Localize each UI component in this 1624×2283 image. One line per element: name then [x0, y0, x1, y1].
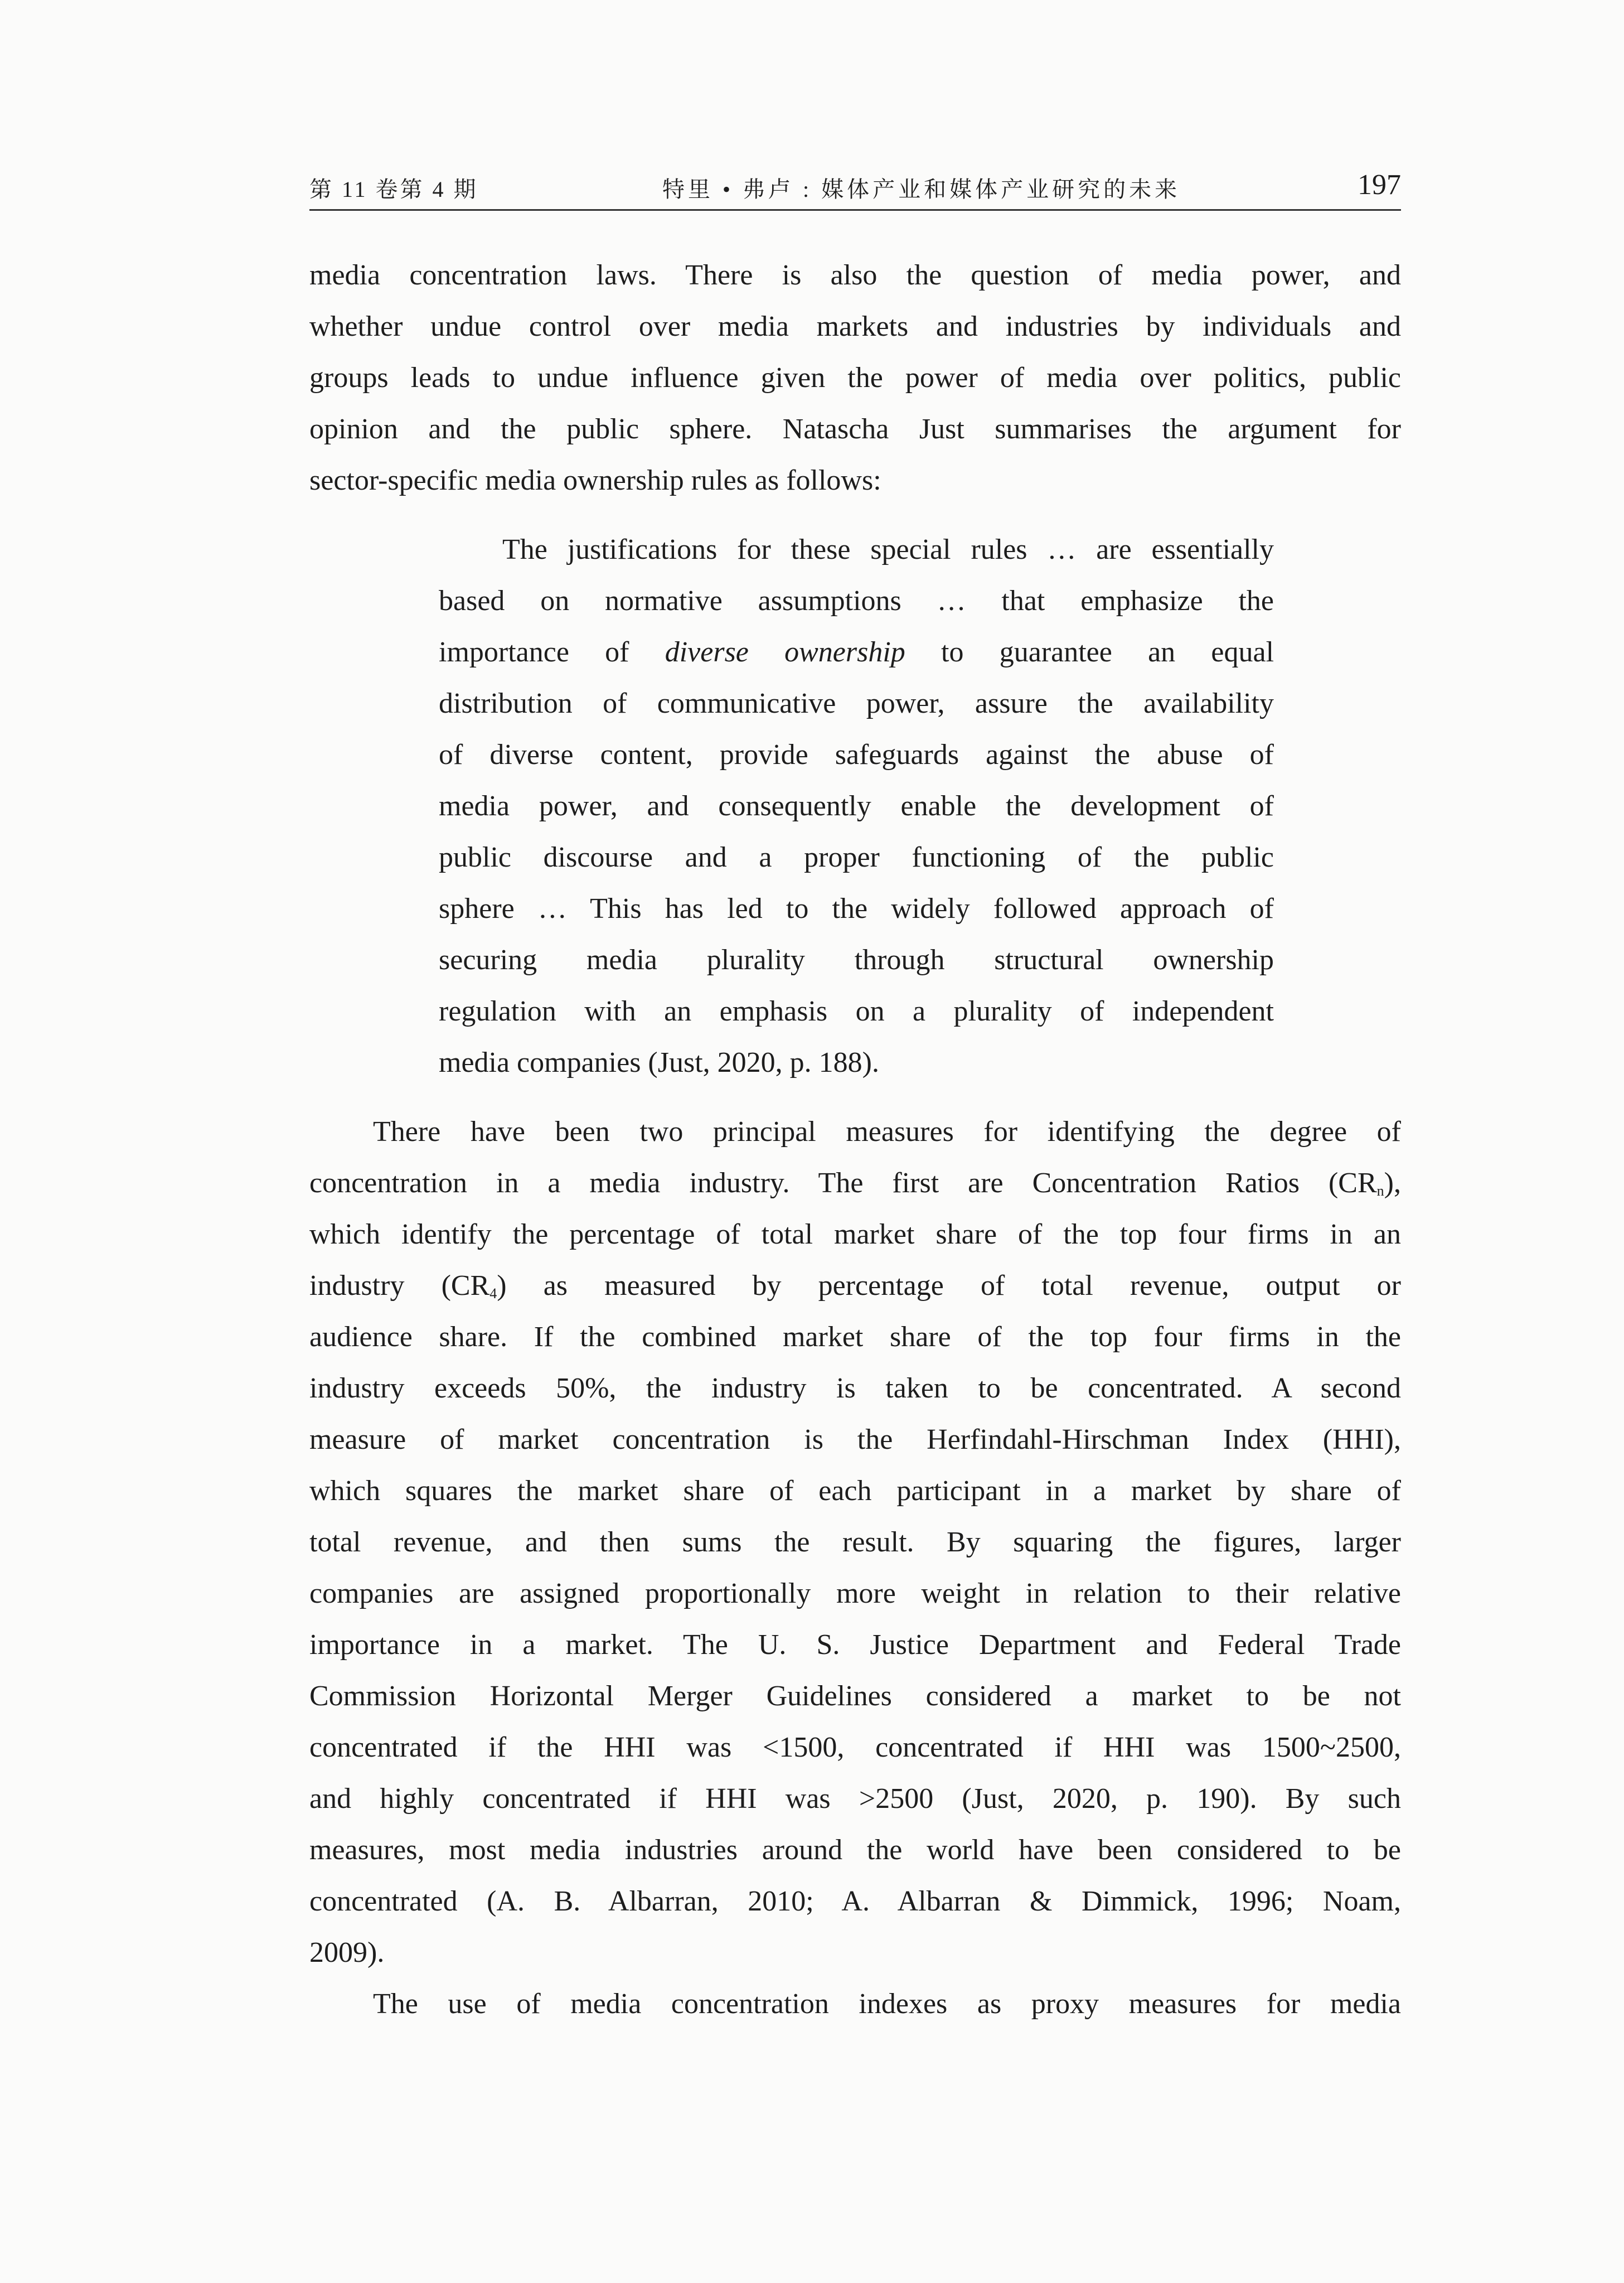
body-line: and highly concentrated if HHI was >2500 (Just, 2020, p. 190). By such [309, 1783, 1401, 1815]
body-line: audience share. If the combined market share of the top four firms in the [309, 1321, 1401, 1353]
body-line: measures, most media industries around the world have been considered to be [309, 1834, 1401, 1866]
quote-line: regulation with an emphasis on a plurality of independent [439, 995, 1274, 1027]
body-line: concentration in a media industry. The first are Concentration Ratios $(CR_n)$, [309, 1167, 1401, 1199]
subscript: n [1376, 1183, 1384, 1199]
body-line: sector-specific media ownership rules as follows: [309, 465, 881, 496]
quote-line: The justifications for these special rules … are essentially [502, 534, 1274, 565]
body-line: which identify the percentage of total market share of the top four firms in an [309, 1218, 1401, 1250]
body-line: total revenue, and then sums the result. By squaring the figures, larger [309, 1526, 1401, 1558]
header-rule [309, 209, 1401, 211]
emphasis-text: diverse ownership [665, 636, 905, 668]
body-line: opinion and the public sphere. Natascha Just summarises the argument for [309, 413, 1401, 445]
body-line: importance in a market. The U. S. Justice Department and Federal Trade [309, 1629, 1401, 1661]
body-line: companies are assigned proportionally more weight in relation to their relative [309, 1578, 1401, 1609]
quote-line: public discourse and a proper functioning of the public [439, 841, 1274, 873]
quote-line: distribution of communicative power, assure the availability [439, 688, 1274, 719]
quote-line: based on normative assumptions … that emphasize the [439, 585, 1274, 617]
body-line: There have been two principal measures for identifying the degree of [373, 1116, 1401, 1148]
body-line: concentrated (A. B. Albarran, 2010; A. Albarran & Dimmick, 1996; Noam, [309, 1885, 1401, 1917]
body-line: groups leads to undue influence given the power of media over politics, public [309, 362, 1401, 394]
body-line: media concentration laws. There is also the question of media power, and [309, 259, 1401, 291]
page-number: 197 [1358, 169, 1401, 201]
subscript: 4 [489, 1285, 497, 1302]
article-title-header: 特里 • 弗卢 : 媒体产业和媒体产业研究的未来 [662, 177, 1181, 202]
running-header [309, 167, 1401, 212]
journal-volume-issue: 第 11 卷第 4 期 [309, 177, 478, 202]
quote-line: importance of diverse ownership to guarantee an equal [439, 636, 1274, 668]
body-line: Commission Horizontal Merger Guidelines considered a market to be not [309, 1680, 1401, 1712]
body-line: industry exceeds 50%, the industry is taken to be concentrated. A second [309, 1372, 1401, 1404]
body-line: whether undue control over media markets and industries by individuals and [309, 311, 1401, 342]
body-line: which squares the market share of each participant in a market by share of [309, 1475, 1401, 1507]
quote-line: media power, and consequently enable the development of [439, 790, 1274, 822]
quote-line: media companies (Just, 2020, p. 188). [439, 1047, 879, 1078]
body-line: concentrated if the HHI was <1500, concentrated if HHI was 1500~2500, [309, 1731, 1401, 1763]
quote-line: of diverse content, provide safeguards against the abuse of [439, 739, 1274, 771]
quote-line: sphere … This has led to the widely followed approach of [439, 893, 1274, 925]
body-line: The use of media concentration indexes as proxy measures for media [373, 1988, 1401, 2020]
body-line: industry $(CR_4)$ as measured by percentage of total revenue, output or [309, 1270, 1401, 1302]
body-line: measure of market concentration is the Herfindahl-Hirschman Index (HHI), [309, 1424, 1401, 1455]
quote-line: securing media plurality through structural ownership [439, 944, 1274, 976]
body-line: 2009). [309, 1937, 385, 1968]
